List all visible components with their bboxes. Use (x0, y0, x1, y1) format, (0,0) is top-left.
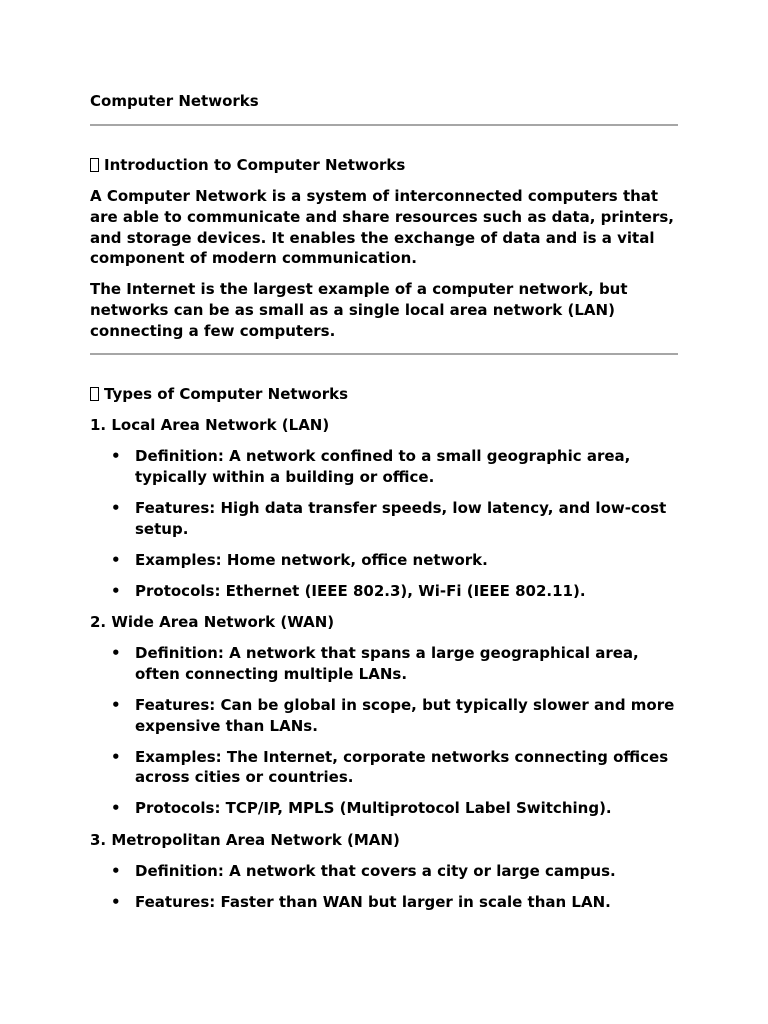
list-item: • Features: Can be global in scope, but typically slower and more expensive than LANs. (90, 695, 680, 736)
list-item: • Protocols: Ethernet (IEEE 802.3), Wi-Fi (IEEE 802.11). (90, 581, 680, 602)
divider (90, 353, 678, 355)
list-item: • Examples: The Internet, corporate networks connecting offices across cities or countries. (90, 747, 680, 788)
box-icon (90, 387, 99, 401)
network-type-title-man: 3. Metropolitan Area Network (MAN) (90, 830, 400, 849)
bullet-list-lan (90, 446, 680, 601)
network-type-title-wan: 2. Wide Area Network (WAN) (90, 612, 335, 631)
list-item: • Definition: A network confined to a small geographic area, typically within a building or office. (90, 446, 680, 487)
list-item: • Protocols: TCP/IP, MPLS (Multiprotocol Label Switching). (90, 798, 680, 819)
list-item: • Definition: A network that spans a large geographical area, often connecting multiple LANs. (90, 643, 680, 684)
list-item: • Definition: A network that covers a city or large campus. (90, 861, 680, 882)
list-item: • Features: High data transfer speeds, low latency, and low-cost setup. (90, 498, 680, 539)
intro-heading-text: Introduction to Computer Networks (104, 156, 406, 174)
divider (90, 124, 678, 126)
types-section (90, 384, 680, 923)
network-type-title-lan: 1. Local Area Network (LAN) (90, 416, 330, 435)
types-heading (90, 384, 680, 405)
list-item: • Features: Faster than WAN but larger in scale than LAN. (90, 892, 680, 913)
document-title: Computer Networks (90, 92, 259, 110)
intro-paragraph: A Computer Network is a system of interconnected computers that are able to communicate and share resources such as data, printers, and storage devices. It enables the exchange of data and is a vital component of modern communication. (90, 187, 674, 268)
box-icon (90, 158, 99, 172)
intro-section (90, 155, 678, 352)
list-item: • Examples: Home network, office network. (90, 550, 680, 571)
bullet-list-man (90, 861, 680, 913)
types-heading-text: Types of Computer Networks (104, 385, 349, 403)
bullet-list-wan (90, 643, 680, 819)
intro-heading (90, 155, 678, 176)
intro-paragraph: The Internet is the largest example of a computer network, but networks can be as small as a single local area network (LAN) connecting a few computers. (90, 280, 628, 340)
